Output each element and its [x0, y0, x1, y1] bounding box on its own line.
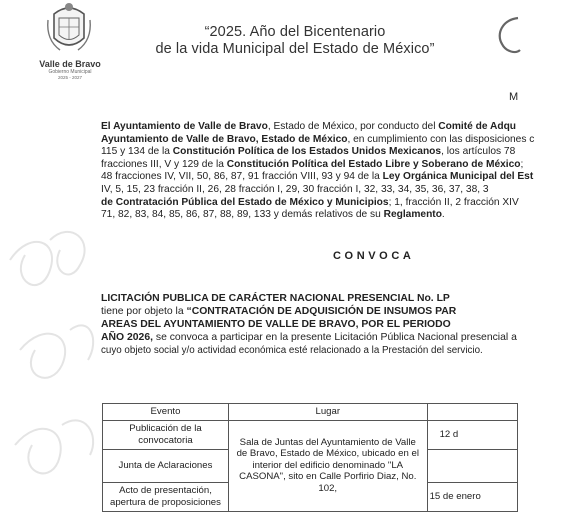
- table-header-row: [103, 404, 518, 421]
- header-motto: [130, 24, 460, 58]
- logo-years: 2025 - 2027: [57, 75, 83, 80]
- logo-text: [20, 59, 120, 80]
- header-lugar: Lugar: [228, 404, 427, 421]
- corner-logo-icon: [492, 14, 522, 58]
- motto-line-1: “2025. Año del Bicentenario: [204, 24, 386, 40]
- watermark-ornament: [0, 200, 100, 518]
- events-table: [102, 403, 518, 512]
- row-evento: Junta de Aclaraciones: [103, 449, 229, 482]
- row-evento: Acto de presentación, apertura de proposiciones: [103, 482, 229, 511]
- header-fecha: [427, 404, 517, 421]
- intro-line: El Ayuntamiento de Valle de Bravo, Estado de México, por conducto del Comité de Adqu: [101, 121, 517, 132]
- row-fecha: 12 d: [427, 420, 517, 449]
- intro-line: de Contratación Pública del Estado de México y Municipios; 1, fracción II, 2 fracción XIV: [101, 196, 519, 208]
- bid-line: AÑO 2026, se convoca a participar en la presente Licitación Pública Nacional presencial a: [101, 332, 517, 343]
- intro-line: 115 y 134 de la Constitución Política de los Estados Unidos Mexicanos, los artículos 78: [101, 146, 516, 158]
- row-fecha: 15 de enero: [427, 482, 517, 511]
- row-lugar: Sala de Juntas del Ayuntamiento de Valle de Bravo, Estado de México, ubicado en el interior del edificio denominado "LA CASONA", sito en Calle Porfirio Diaz, No. 102,: [228, 420, 427, 511]
- logo-subtitle: Gobierno Municipal: [48, 69, 92, 75]
- intro-line: Ayuntamiento de Valle de Bravo, Estado de México, en cumplimiento con las disposiciones c: [101, 133, 535, 145]
- table-row: [103, 420, 518, 449]
- bid-line: LICITACIÓN PUBLICA DE CARÁCTER NACIONAL PRESENCIAL No. LP: [101, 293, 450, 304]
- header-evento: Evento: [103, 404, 229, 421]
- convoca-heading: CONVOCA: [333, 250, 415, 262]
- corner-letter: M: [509, 91, 519, 103]
- row-fecha: [427, 449, 517, 482]
- bid-line: AREAS DEL AYUNTAMIENTO DE VALLE DE BRAVO, POR EL PERIODO: [101, 319, 451, 330]
- intro-paragraph: [101, 121, 561, 222]
- intro-line: 48 fracciones IV, VII, 50, 86, 87, 91 fracción VIII, 93 y 94 de la Ley Orgánica Municipal del Est: [101, 171, 534, 183]
- intro-line: 71, 82, 83, 84, 85, 86, 87, 88, 89, 133 y demás relativos de su Reglamento.: [101, 209, 445, 221]
- municipal-seal-icon: [46, 0, 92, 58]
- bid-paragraph: [101, 292, 561, 357]
- bid-line: tiene por objeto la “CONTRATACIÓN DE ADQUISICIÓN DE INSUMOS PAR: [101, 306, 457, 317]
- intro-line: IV, 5, 15, 23 fracción II, 26, 28 fracción I, 29, 30 fracción I, 32, 33, 34, 35, 36, 37, 38, 3: [101, 183, 489, 195]
- motto-line-2: de la vida Municipal del Estado de México”: [155, 41, 435, 57]
- bid-line: cuyo objeto social y/o actividad económica esté relacionado a la Prestación del servicio.: [101, 345, 483, 356]
- row-evento: Publicación de la convocatoria: [103, 420, 229, 449]
- logo-name: Valle de Bravo: [39, 59, 101, 69]
- intro-line: fracciones III, V y 129 de la Constitución Política del Estado Libre y Soberano de México;: [101, 158, 524, 170]
